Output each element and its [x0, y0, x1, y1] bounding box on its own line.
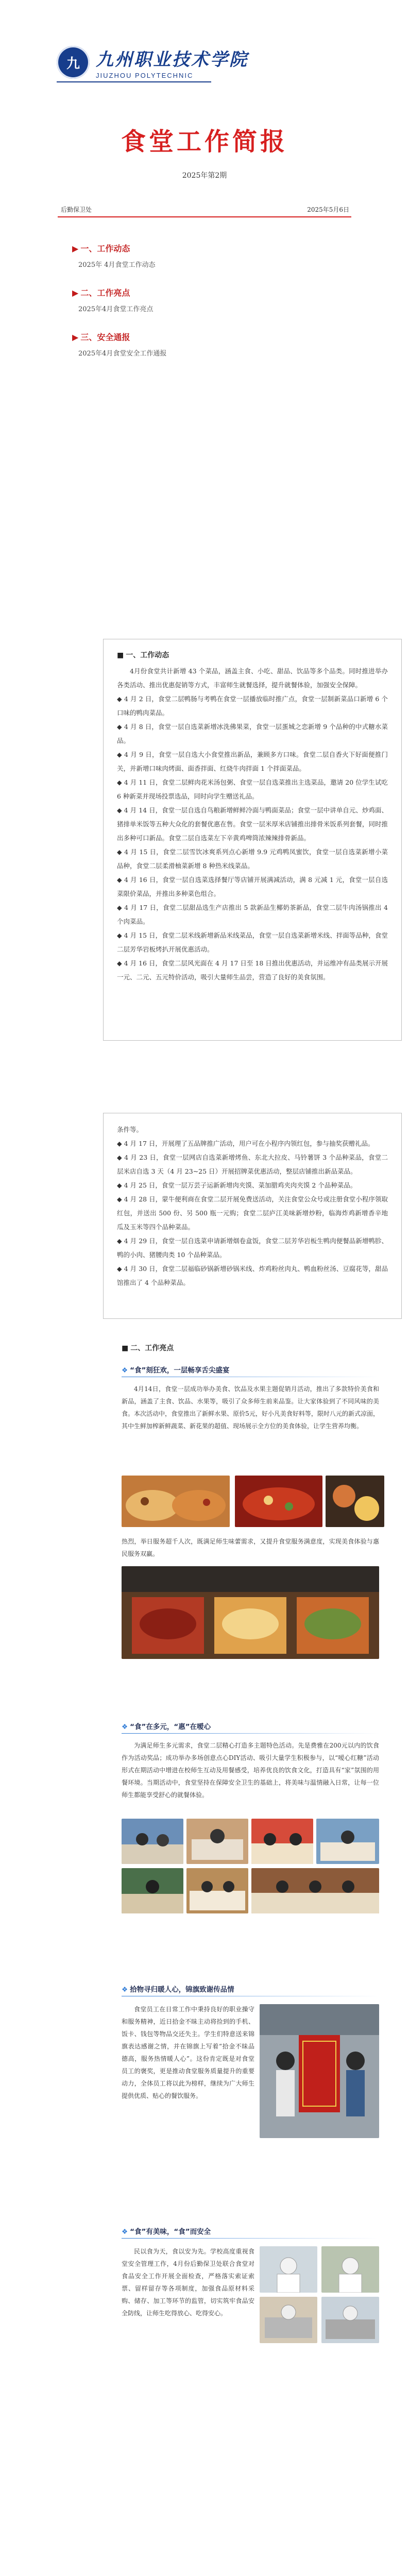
diamond-icon: ❖	[122, 2228, 128, 2236]
bullet-icon: ◆	[117, 876, 124, 884]
dynamics-list-item	[117, 1262, 388, 1290]
bullet-icon: ◆	[117, 806, 124, 814]
section-title-highlights: ■ 二、工作亮点	[122, 1344, 174, 1352]
toc-heading: 二、工作亮点	[80, 288, 130, 298]
highlight-1-text: 4月14日，食堂一层成功举办美食、饮品及水果主题促销月活动，推出了多款特价美食和新品，涵盖了主食、饮品、水果等，吸引了众多师生前来品鉴。让大家体验到了不同风味的美食。本次活动中，食堂推出了新鲜水果、原价5元，好小凡美食好料等，限时八元的新式凉面，其中生鲜加榨新鲜蔬菜、新花果的超值、现场展示全方位的美食体验，让学生营养均衡。	[122, 1385, 379, 1430]
highlight-title-4: ❖ “食”有美味，“食”而安全	[122, 2228, 211, 2236]
dynamics-box-a	[103, 639, 402, 1041]
banner-photo	[260, 2004, 379, 2138]
bullet-icon: ◆	[117, 695, 124, 703]
highlight-2-text: 为满足师生多元需求，食堂二层精心打造多主题特色活动。先是费雅在200元以内的饮食作为活动奖品；成功举办多场创意点心DIY活动、吸引大量学生积极参与，以“嗳心红糖”活动形式在期活动中增进在校师生互动及用餐感受，培养优良的饮食文化，打造具有“家”氛围的用餐环境。当期活动中，食堂坚持在保障安全卫生的基础上，将美味与温情融入日常，让每一位师生都能享受舒心的就餐体验。	[122, 1742, 379, 1799]
dynamics-list-item	[117, 1137, 388, 1150]
dynamics-item-text: 4 月 28 日，蒙牛便利商在食堂二层开展免费送活动，关注食堂公众号或注册食堂小程序领取红包，并送出 500 份、另 500 瓶一元购；食堂二层庐江美味新增炒粉，临海炸鸡新增香辛地瓜及玉米等四个品种菜品。	[117, 1195, 388, 1231]
highlight-3-text: 食堂员工在日常工作中秉持良好的职业操守和服务精神，近日拾金不昧主动将捡到的手机、饭卡、钱包等物品交还失主。学生们特意送来锦旗表达感谢之情，并在锦旗上写着“拾金不昧品德高，服务热情暖人心”。这份肯定既是对食堂员工的褒奖，更是推动食堂服务质量提升的重要动力，全体员工将以此为榜样，继续为广大师生提供优质、贴心的餐饮服务。	[122, 2006, 254, 2099]
dynamics-list-item	[117, 873, 388, 901]
food-photo-hotpot	[235, 1476, 322, 1527]
event-photo-1	[122, 1819, 183, 1864]
event-photo-6	[186, 1868, 248, 1913]
school-name-cn: 九州职业技术学院	[96, 49, 248, 70]
triangle-icon: ■	[117, 651, 124, 659]
red-divider	[58, 216, 351, 217]
toc-item	[72, 331, 340, 358]
canteen-stall-photo	[122, 1566, 379, 1659]
dynamics-item-text: 4 月 16 日，食堂二层风光面在 4 月 17 日至 18 日推出优惠活动，并运维冲有品类展示开展一元、二元、五元特价活动，吸引大量师生品尝，营造了良好的美食氛围。	[117, 959, 388, 981]
diamond-icon: ❖	[122, 1723, 128, 1731]
bullet-icon: ◆	[117, 1154, 125, 1161]
safety-photo-3	[260, 2297, 317, 2343]
bullet-icon: ◆	[117, 904, 125, 911]
dynamics-list-item	[117, 692, 388, 720]
toc-description: 2025年4月食堂工作亮点	[78, 306, 154, 313]
table-of-contents	[72, 242, 340, 375]
dynamics-item-text: 4 月 30 日，食堂二层福临砂锅新增砂锅米线、炸鸡粉丝肉丸、鸭血粉丝汤、豆腐花等，甜品馆推出了 4 个品种菜品。	[117, 1265, 388, 1286]
dynamics-item-text: 4 月 29 日，食堂一层自选菜申请新增烟卷盒饭，食堂二层芳华岩板生鸭肉便餐品新增鸭胗、鸭的小肉、猪腰肉类 10 个品种菜品。	[117, 1237, 388, 1259]
dynamics-list-item	[117, 1192, 388, 1234]
school-logo	[57, 45, 248, 79]
safety-photo-4	[321, 2297, 379, 2343]
highlight-divider	[122, 1733, 379, 1734]
dynamics-list-item	[117, 956, 388, 984]
bullet-icon: ◆	[117, 931, 124, 939]
bullet-icon: ◆	[117, 1265, 124, 1273]
dynamics-box-b	[103, 1113, 402, 1319]
dynamics-item-text: 4 月 15 日，食堂二层雪饮冰爽系列点心新增 9.9 元鸡鸭凤蜜饮，食堂一层自选菜新增小菜品种，食堂二层柔滑柚菜新增 8 种热米线菜品。	[117, 848, 388, 870]
dynamics-item-text: 4 月 11 日，食堂二层鲜肉花米汤包粥、食堂一层自选菜推出主选菜品，邀请 20 位学生试吃 6 种新菜并现场投票选品，同时向学生赠送礼品。	[117, 778, 388, 800]
highlight-1-text-2: 热烈，举日服务超千人次，既满足师生味蕾需求，又提升食堂服务满意度，实现美食体验与惠民服务双赢。	[122, 1538, 379, 1557]
school-logo-text	[96, 45, 248, 79]
dynamics-list-item	[117, 901, 388, 928]
toc-heading: 一、工作动态	[80, 244, 130, 253]
dynamics-item-text: 4 月 2 日，食堂二层鸭肠与考鸭在食堂一层播放临时推广点，食堂一层制新菜品口新增 6 个口味的鸭肉菜品。	[117, 695, 388, 717]
bulletin-title: 食堂工作简报	[121, 127, 288, 156]
issue-number: 2025年第2期	[182, 172, 227, 180]
dynamics-intro: 4月份食堂共计新增 43 个菜品，涵盖主食、小吃、甜品、饮品等多个品类。同时推进举办各类活动、推出优惠促销等方式，丰富师生就餐选择，提升就餐体验，加强安全保障。	[117, 667, 388, 689]
event-photo-4	[316, 1819, 379, 1864]
dynamics-item-text: 4 月 17 日，开展理了五品牌推广活动，用户可在小程序内领红包，参与抽奖获赠礼品。	[124, 1140, 374, 1147]
safety-photo-2	[321, 2246, 379, 2293]
dynamics-list-a	[117, 692, 388, 984]
dynamics-item-text: 4 月 8 日，食堂一层自选菜新增冰洗佛果菜，食堂一层蛋城之恋新增 9 个品种的中式糖水菜品。	[117, 723, 388, 744]
school-name-en: JIUZHOU POLYTECHNIC	[96, 72, 194, 79]
dynamics-item-text: 4 月 16 日，食堂一层自选菜选择餐厅等店铺开展满减活动，满 8 元减 1 元，食堂一层自选菜限价菜品，并推出多种菜色组合。	[117, 876, 388, 897]
dynamics-item-text: 4 月 9 日，食堂一层自选大小食堂推出新品，兼顾多方口味。食堂二层自香火下好面便推门关，并新增口味肉烤面、面香拌面、红烧牛肉拌面 1 个拌面菜品。	[117, 751, 388, 772]
dynamics-list-item	[117, 845, 388, 873]
event-photo-5	[122, 1868, 183, 1913]
highlight-divider	[122, 2238, 379, 2239]
dynamics-list-item	[117, 1178, 388, 1192]
bullet-icon: ◆	[117, 778, 124, 786]
dynamics-item-text: 4 月 14 日，食堂一层自选自鸟粮新增鲜鲜冷面与鸭面菜品；食堂一层中讲单自元、炒鸡面、猪排单米饭等五种大众化的套餐优惠在售。食堂一层米厚米店铺推出排骨米饭系列套餐，同时推出多种可口新品。食堂二层自选菜左下辛黄鸡啤筒浓辣辣排骨新品。	[117, 806, 388, 842]
highlight-title-2: ❖ “食”在多元，“惠”在嗳心	[122, 1723, 211, 1731]
event-photo-2	[186, 1819, 248, 1864]
food-photo-noodles	[122, 1476, 230, 1527]
publish-date: 2025年5月6日	[307, 206, 349, 213]
section-title-dynamics: ■ 一、工作动态	[117, 651, 169, 659]
continued-text: 条件等。	[117, 1126, 143, 1133]
dynamics-list-item	[117, 720, 388, 748]
logo-divider	[57, 81, 211, 82]
bullet-icon: ◆	[117, 1181, 124, 1189]
dynamics-list-item	[117, 1150, 388, 1178]
dynamics-list-item	[117, 803, 388, 845]
diamond-icon: ❖	[122, 1366, 128, 1375]
bullet-icon: ◆	[117, 723, 124, 731]
toc-description: 2025年 4月食堂工作动态	[78, 261, 156, 269]
triangle-icon: ■	[122, 1344, 129, 1352]
triangle-icon: ▶	[72, 288, 79, 298]
highlight-title-1: ❖ “食”刻狂欢，一层畅享舌尖盛宴	[122, 1366, 230, 1375]
dynamics-list-item	[117, 1234, 388, 1262]
dynamics-item-text: 4 月 25 日，食堂一层万芸子运新新增肉夹馍、菜加腊鸡夹肉夹馍 2 个品种菜品。	[124, 1181, 357, 1189]
bullet-icon: ◆	[117, 848, 125, 856]
highlight-4-text: 民以食为天，食以安为先。学校高度重视食堂安全管理工作，4月份后勤保卫处联合食堂对食品安全工作开展全面检查，严格落实索证索票、留样留存等各项制度，加强食品原材料采购、储存、加工等环节的监管，切实筑牢食品安全防线，让师生吃得放心、吃得安心。	[122, 2248, 254, 2317]
dynamics-list-item	[117, 748, 388, 775]
toc-item	[72, 286, 340, 313]
bullet-icon: ◆	[117, 751, 125, 758]
dynamics-item-text: 4 月 23 日，食堂一层网店自选菜新增烤鱼、东北大拉皮、马铃薯饼 3 个品种菜品，食堂二层米店自选 3 天（4 月 23~25 日）开展招牌菜优惠活动，整层店铺推出新品菜品。	[117, 1154, 388, 1175]
bullet-icon: ◆	[117, 1195, 124, 1203]
department: 后勤保卫处	[61, 206, 92, 213]
triangle-icon: ▶	[72, 332, 79, 342]
toc-item	[72, 242, 340, 269]
safety-photo-1	[260, 2246, 317, 2293]
dynamics-list-item	[117, 775, 388, 803]
diamond-icon: ❖	[122, 1986, 128, 1994]
toc-heading: 三、安全通报	[80, 332, 130, 342]
dynamics-list-item	[117, 928, 388, 956]
school-emblem-icon: 九	[57, 46, 90, 79]
food-photo-dishes	[326, 1476, 384, 1527]
highlight-title-3: ❖ 拾物寻归暖人心，锦旗致谢传品情	[122, 1986, 234, 1994]
triangle-icon: ▶	[72, 244, 79, 253]
dynamics-list-b	[117, 1137, 388, 1290]
bullet-icon: ◆	[117, 1140, 124, 1147]
toc-description: 2025年4月食堂安全工作通报	[78, 350, 167, 358]
dynamics-item-text: 4 月 15 日，食堂二层米线新增新品米线菜品，食堂一层自选菜新增米线、拌面等品种，食堂二层芳华岩板烤扒开展优惠活动。	[117, 931, 388, 953]
bullet-icon: ◆	[117, 959, 124, 967]
dynamics-item-text: 4 月 17 日，食堂二层甜品选生产店推出 5 款新品生椰奶茶新品，食堂二层牛肉汤锅推出 4 个肉菜品。	[117, 904, 388, 925]
bulletin-header	[0, 0, 409, 103]
event-photo-7	[251, 1868, 379, 1913]
bullet-icon: ◆	[117, 1237, 124, 1245]
event-photo-3	[251, 1819, 313, 1864]
